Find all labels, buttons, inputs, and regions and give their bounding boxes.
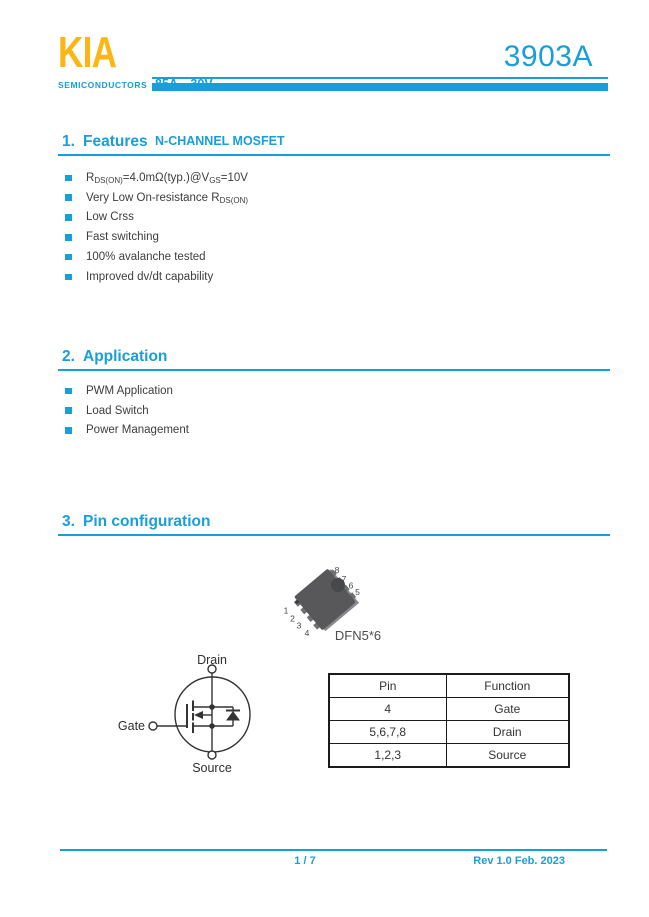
pin-number: 8 [334, 565, 340, 575]
list-item [65, 227, 248, 247]
square-bullet-icon [65, 254, 72, 261]
pin1-marker-dot [295, 600, 299, 604]
feature-text: Improved dv/dt capability [86, 270, 214, 283]
table-row [329, 721, 569, 744]
mosfet-symbol [115, 648, 325, 778]
header-device-summary [155, 37, 285, 189]
application-text: Load Switch [86, 404, 149, 417]
pin-number: 6 [348, 580, 354, 591]
header-rule-thick [152, 83, 608, 91]
application-text: Power Management [86, 424, 189, 437]
pin-cell: 1,2,3 [329, 744, 446, 768]
function-cell: Gate [446, 698, 569, 721]
square-bullet-icon [65, 388, 72, 395]
list-item [65, 247, 248, 267]
revision-label: Rev 1.0 Feb. 2023 [473, 855, 565, 867]
drain-label: Drain [197, 653, 227, 667]
table-row [329, 744, 569, 768]
square-bullet-icon [65, 274, 72, 281]
pin-number: 2 [290, 613, 295, 624]
list-item [65, 168, 248, 188]
pin-number: 5 [355, 587, 360, 597]
square-bullet-icon [65, 427, 72, 434]
page-indicator: 1 / 7 [294, 855, 316, 867]
section-number: 3. [62, 513, 75, 530]
section-number: 1. [62, 133, 75, 150]
column-header-function: Function [446, 674, 569, 698]
section-label: Application [83, 348, 168, 365]
feature-text: $R_{DS(ON)}=4.0m\Omega(typ.)@V_{GS}=10V$ [86, 171, 248, 186]
list-item [65, 208, 248, 228]
feature-text: 100% avalanche tested [86, 251, 206, 264]
section-rule-application [58, 369, 610, 371]
function-cell: Source [446, 744, 569, 768]
package-drawing [268, 556, 398, 651]
feature-text: Very Low On-resistance $R_{DS(ON)}$ [86, 191, 249, 206]
section-label: Pin configuration [83, 513, 211, 530]
function-cell: Drain [446, 721, 569, 744]
square-bullet-icon [65, 175, 72, 182]
list-item [65, 401, 189, 421]
channel-arrow-icon [194, 711, 203, 719]
list-item [65, 188, 248, 208]
kia-logo-subtitle: SEMICONDUCTORS [58, 80, 148, 90]
section-title-features [62, 134, 148, 150]
table-header-row [329, 674, 569, 698]
pin-number: 4 [304, 628, 310, 638]
list-item [65, 381, 189, 401]
section-number: 2. [62, 348, 75, 365]
section-title-pin-configuration [62, 514, 210, 530]
feature-text: Low Crss [86, 211, 134, 224]
header-type-line: N-CHANNEL MOSFET [155, 134, 285, 148]
pin-cell: 4 [329, 698, 446, 721]
table-row [329, 698, 569, 721]
pin-number: 3 [296, 620, 302, 631]
pin-function-table [328, 673, 570, 768]
header-rule-thin [152, 77, 608, 79]
section-title-application [62, 349, 167, 365]
pin-cell: 5,6,7,8 [329, 721, 446, 744]
column-header-pin: Pin [329, 674, 446, 698]
square-bullet-icon [65, 194, 72, 201]
package-name-label: DFN5*6 [334, 628, 382, 643]
source-label: Source [192, 761, 232, 775]
pin-number: 7 [341, 574, 347, 584]
list-item [65, 267, 248, 287]
pin-number: 1 [283, 605, 289, 616]
footer-rule [60, 849, 607, 851]
square-bullet-icon [65, 214, 72, 221]
package-body [294, 569, 356, 631]
kia-logo: KIA [58, 28, 117, 77]
section-label: Features [83, 133, 148, 150]
section-rule-pin-configuration [58, 534, 610, 536]
square-bullet-icon [65, 407, 72, 414]
application-list [65, 381, 189, 440]
list-item [65, 421, 189, 441]
gate-label: Gate [117, 719, 145, 733]
section-rule-features [58, 154, 610, 156]
body-diode-icon [226, 711, 240, 721]
square-bullet-icon [65, 234, 72, 241]
features-list [65, 168, 248, 287]
feature-text: Fast switching [86, 231, 159, 244]
part-number: 3903A [503, 40, 593, 73]
application-text: PWM Application [86, 384, 173, 397]
